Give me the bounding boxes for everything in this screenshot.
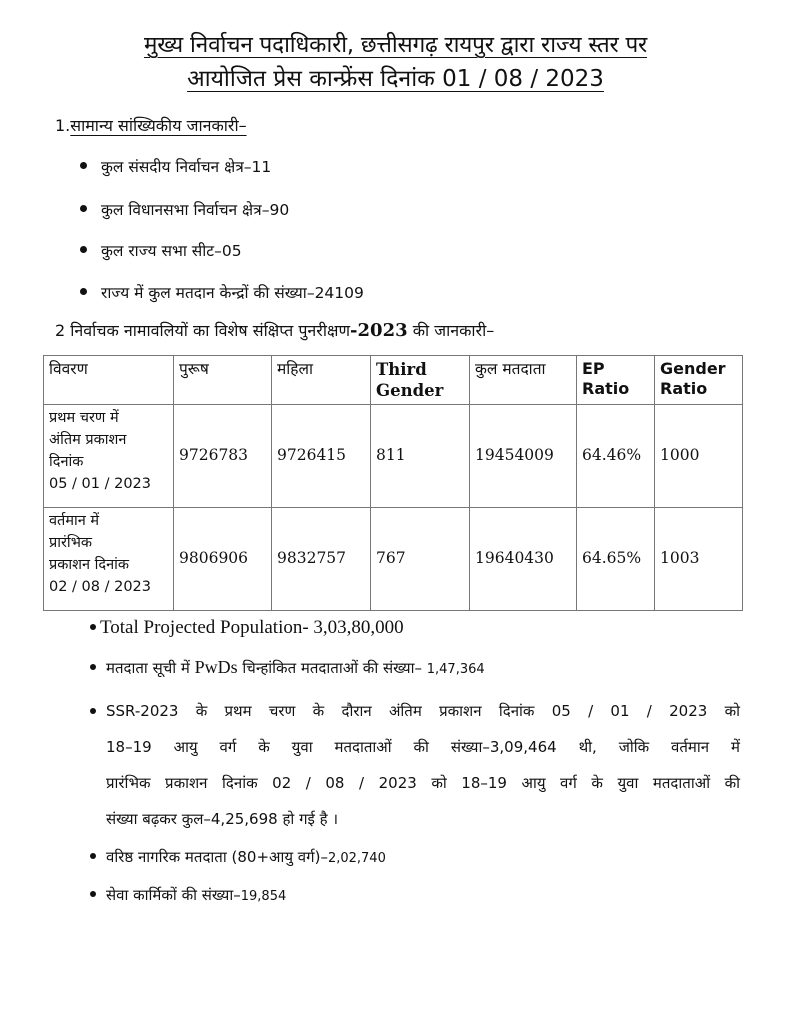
list-item: कुल राज्य सभा सीट–05 <box>80 240 242 262</box>
cell-ep-ratio: 64.65% <box>577 508 655 611</box>
cell-third-gender: 811 <box>371 405 470 508</box>
cell-ep-ratio: 64.46% <box>577 405 655 508</box>
bullet-icon <box>90 853 96 859</box>
cell-male: 9726783 <box>174 405 272 508</box>
cell-third-gender: 767 <box>371 508 470 611</box>
header-description: विवरण <box>44 356 174 405</box>
cell-gender-ratio: 1003 <box>655 508 743 611</box>
population-item: Total Projected Population- 3,03,80,000 <box>90 615 404 641</box>
bullet-icon <box>90 891 96 897</box>
document-title-line2: आयोजित प्रेस कान्फ्रेंस दिनांक 01 / 08 / 2023 <box>187 66 604 92</box>
ssr-line: SSR-2023 के प्रथम चरण के दौरान अंतिम प्रकाशन दिनांक 05 / 01 / 2023 को <box>106 702 740 720</box>
section2-heading: 2 निर्वाचक नामावलियों का विशेष संक्षिप्त पुनरीक्षण-2023 की जानकारी– <box>55 320 495 341</box>
electoral-roll-table <box>43 355 743 611</box>
cell-female: 9832757 <box>272 508 371 611</box>
bullet-icon <box>80 246 87 253</box>
section1-heading <box>55 115 247 137</box>
cell-total: 19454009 <box>470 405 577 508</box>
bullet-icon <box>90 708 96 714</box>
pwd-item: मतदाता सूची में PwDs चिन्हांकित मतदाताओं की संख्या– 1,47,364 <box>90 656 485 681</box>
ssr-line: प्रारंभिक प्रकाशन दिनांक 02 / 08 / 2023 को 18–19 आयु वर्ग के युवा मतदाताओं की <box>106 774 740 792</box>
header-third-gender: Third Gender <box>371 356 470 405</box>
table-header-row <box>44 356 743 405</box>
cell-gender-ratio: 1000 <box>655 405 743 508</box>
ssr-line: संख्या बढ़कर कुल–4,25,698 हो गई है । <box>106 810 339 828</box>
table-row <box>44 405 743 508</box>
list-item: राज्य में कुल मतदान केन्द्रों की संख्या–24109 <box>80 282 364 304</box>
cell-female: 9726415 <box>272 405 371 508</box>
section1-title: सामान्य सांख्यिकीय जानकारी– <box>70 116 247 135</box>
header-total-voters: कुल मतदाता <box>470 356 577 405</box>
table-row <box>44 508 743 611</box>
bullet-icon <box>80 162 87 169</box>
cell-total: 19640430 <box>470 508 577 611</box>
header-gender-ratio: Gender Ratio <box>655 356 743 405</box>
cell-male: 9806906 <box>174 508 272 611</box>
header-ep-ratio: EP Ratio <box>577 356 655 405</box>
section1-number: 1. <box>55 116 71 135</box>
header-male: पुरूष <box>174 356 272 405</box>
ssr-line: 18–19 आयु वर्ग के युवा मतदाताओं की संख्या–3,09,464 थी, जोकि वर्तमान में <box>106 738 740 756</box>
ssr-paragraph <box>90 693 740 837</box>
bullet-icon <box>80 288 87 295</box>
service-personnel-item: सेवा कार्मिकों की संख्या–19,854 <box>90 884 286 908</box>
bullet-icon <box>80 205 87 212</box>
row-description: वर्तमान में प्रारंभिक प्रकाशन दिनांक 02 / 08 / 2023 <box>44 508 174 611</box>
bullet-icon <box>90 624 96 630</box>
list-item: कुल विधानसभा निर्वाचन क्षेत्र–90 <box>80 199 289 221</box>
senior-citizen-item: वरिष्ठ नागरिक मतदाता (80+आयु वर्ग)–2,02,740 <box>90 846 386 870</box>
row-description: प्रथम चरण में अंतिम प्रकाशन दिनांक 05 / 01 / 2023 <box>44 405 174 508</box>
list-item: कुल संसदीय निर्वाचन क्षेत्र–11 <box>80 156 271 178</box>
header-female: महिला <box>272 356 371 405</box>
document-title-line1: मुख्य निर्वाचन पदाधिकारी, छत्तीसगढ़ रायपुर द्वारा राज्य स्तर पर <box>143 32 648 58</box>
section2-year: -2023 <box>350 320 408 341</box>
bullet-icon <box>90 664 96 670</box>
